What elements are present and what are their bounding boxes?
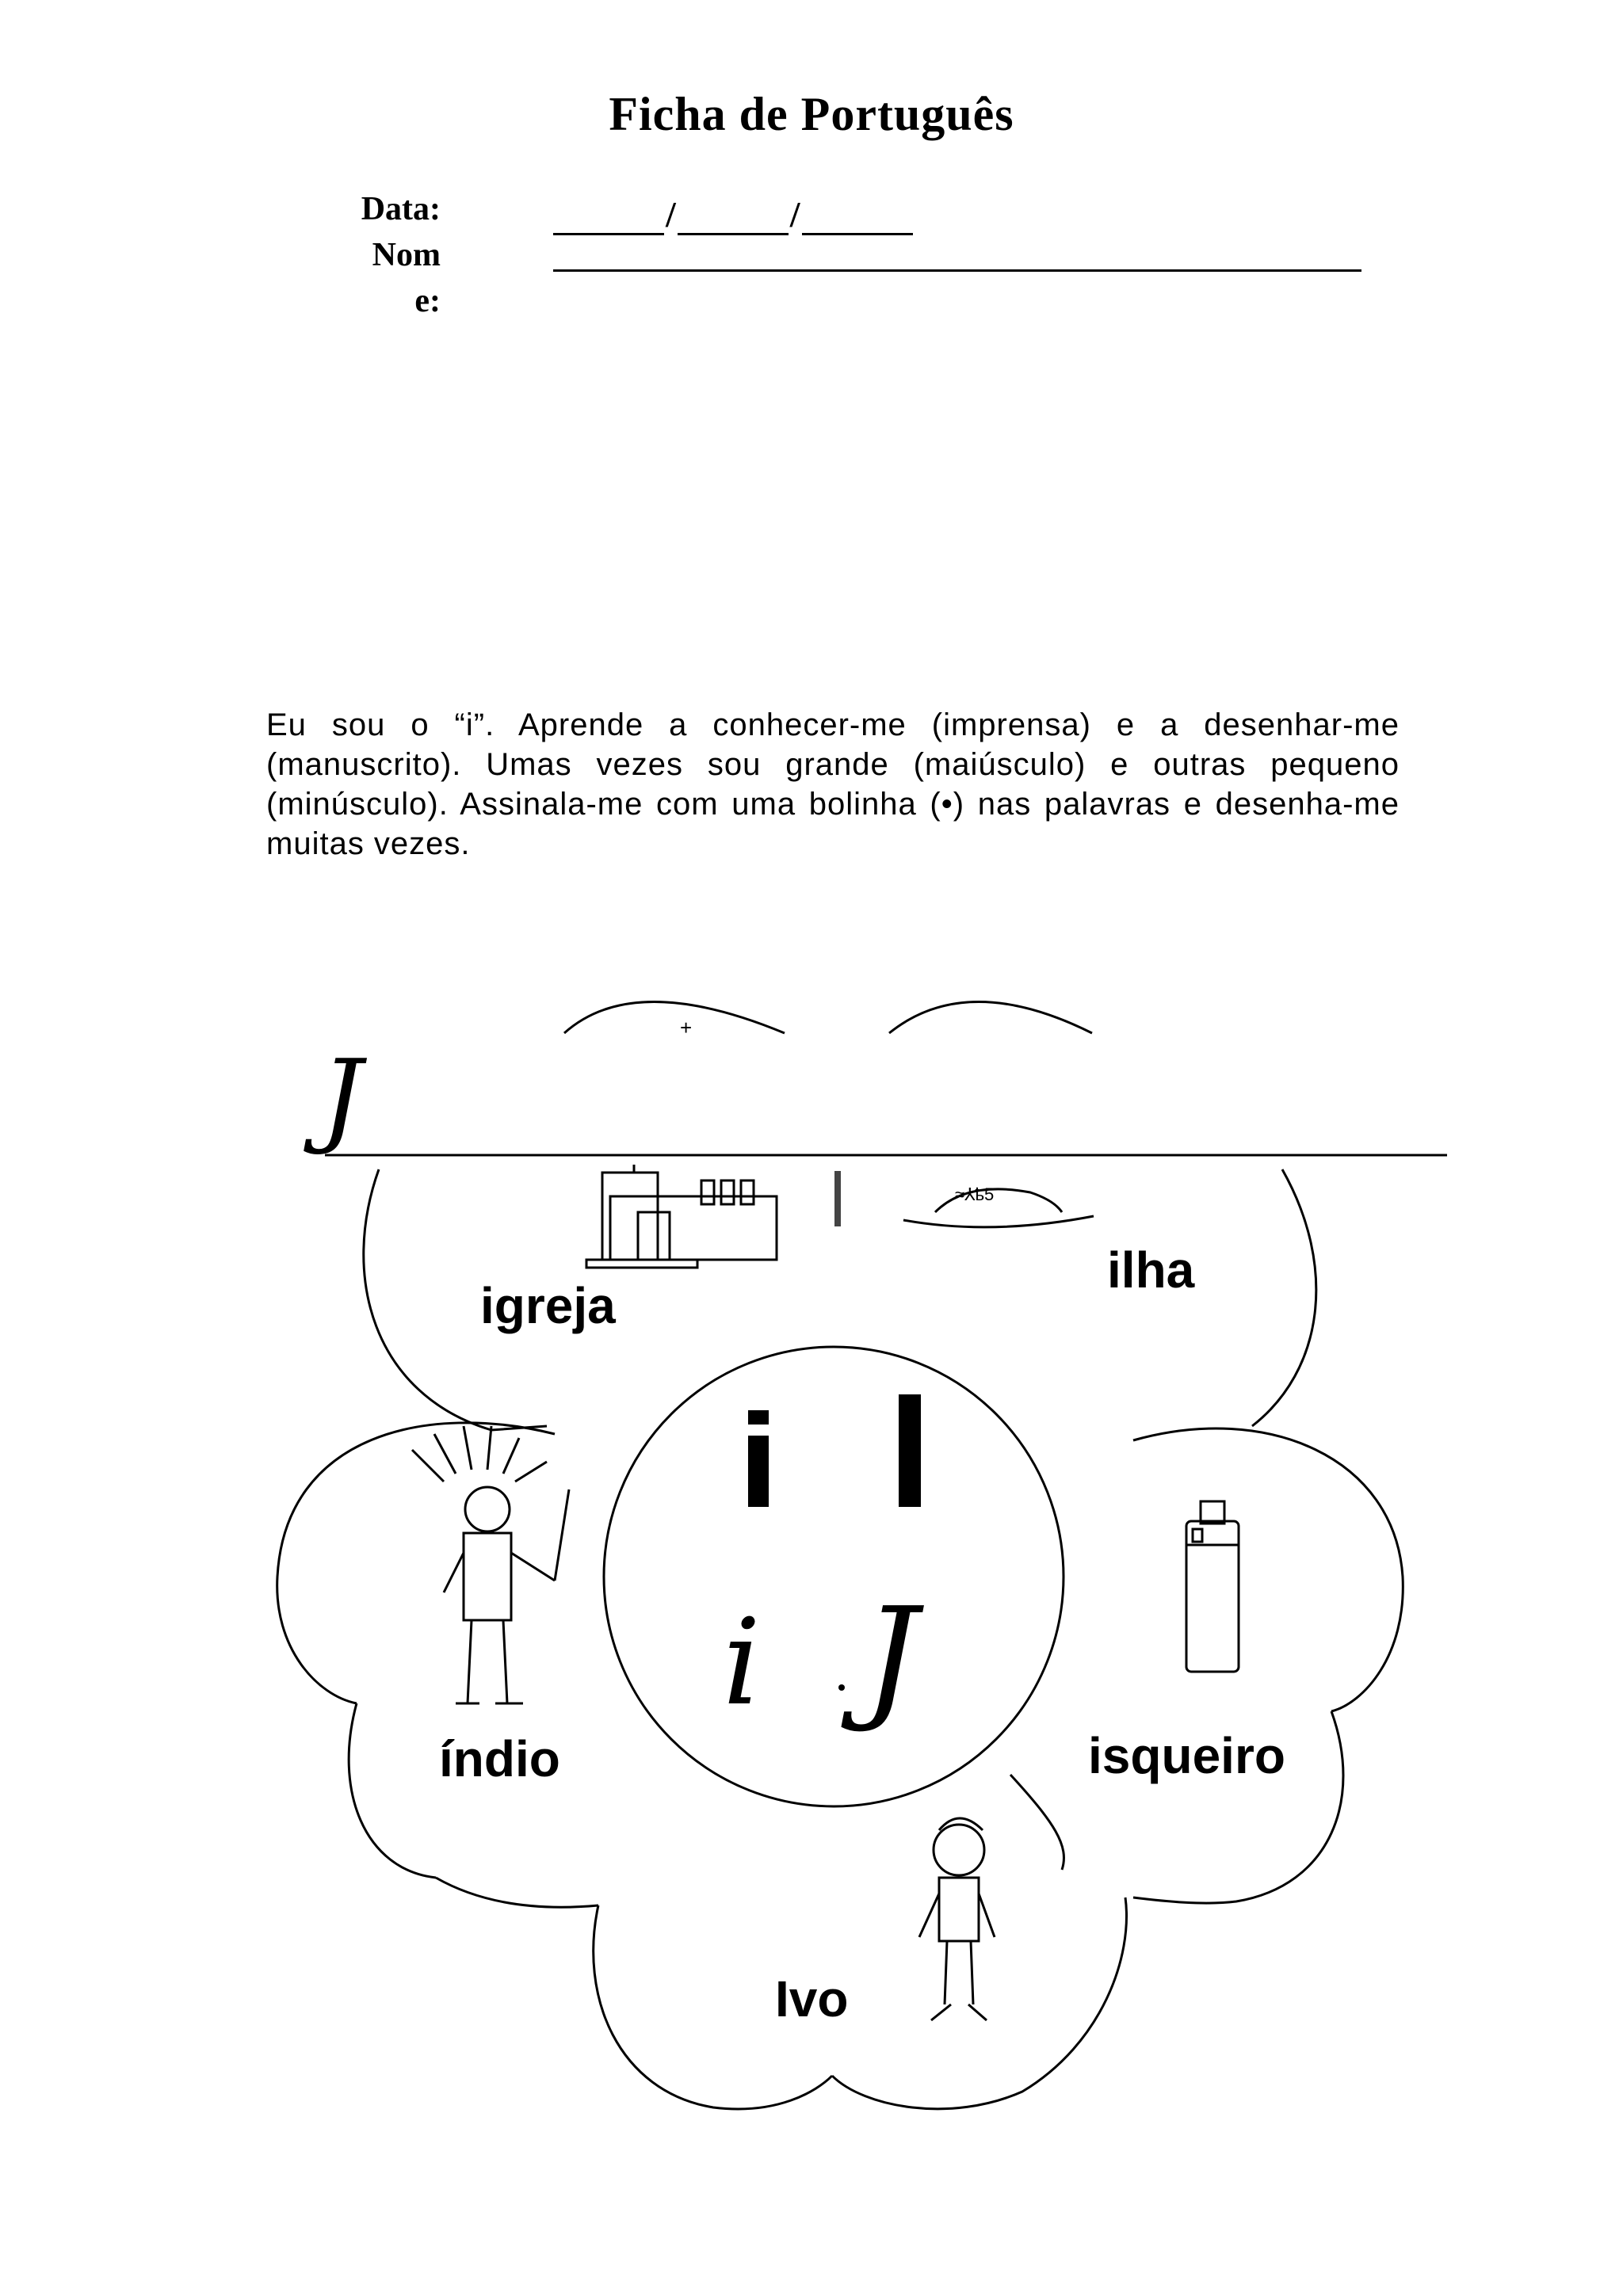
print-upper-i xyxy=(899,1394,921,1507)
page-title: Ficha de Português xyxy=(609,88,1014,140)
petal-left-top xyxy=(277,1423,555,1703)
svg-text:≈⅄ҍ5: ≈⅄ҍ5 xyxy=(955,1184,995,1204)
dot-of-i xyxy=(748,1410,769,1425)
plus-mark: + xyxy=(680,1016,693,1039)
word-indio: índio xyxy=(439,1730,560,1787)
script-lower-i: i xyxy=(723,1594,761,1732)
date-separator: / xyxy=(789,194,800,235)
petal-left-bottom xyxy=(436,1878,598,1907)
lighter-icon xyxy=(1186,1501,1239,1672)
word-ilha: ilha xyxy=(1107,1241,1195,1299)
name-label-part-1: Nom xyxy=(372,237,441,273)
date-separator: / xyxy=(666,194,676,235)
dot-mark xyxy=(838,1684,845,1691)
boy-figure-icon xyxy=(919,1818,995,2020)
island-icon xyxy=(903,1184,1094,1227)
petal-right-top xyxy=(1133,1428,1403,1711)
word-isqueiro: isqueiro xyxy=(1088,1727,1285,1784)
top-arc-right xyxy=(889,1002,1092,1034)
date-label: Data: xyxy=(361,191,441,227)
indian-figure-icon xyxy=(412,1426,569,1703)
petal-left-mid xyxy=(349,1703,436,1878)
church-icon xyxy=(586,1165,777,1268)
center-circle xyxy=(604,1347,1064,1806)
name-label-part-2: e: xyxy=(414,283,441,319)
petal-inner-curve xyxy=(1010,1775,1064,1870)
instructions-text: Eu sou o “i”. Aprende a conhecer-me (imprensa) e a desenhar-me (manuscrito). Umas vezes sou grande (maiúsculo) e outras pequeno (minúsculo). Assinala-me com uma bolinha (•) nas palavras e desenha-me muitas vezes. xyxy=(266,707,1400,861)
top-arc-left xyxy=(564,1002,785,1034)
word-igreja: igreja xyxy=(480,1277,616,1334)
practice-letter: J xyxy=(321,1037,363,1158)
divider-mark xyxy=(834,1171,841,1226)
script-upper-i: J xyxy=(864,1579,918,1736)
petal-top-right xyxy=(1252,1169,1316,1426)
print-lower-i-stem xyxy=(748,1436,769,1507)
word-ivo: Ivo xyxy=(775,1970,849,2027)
